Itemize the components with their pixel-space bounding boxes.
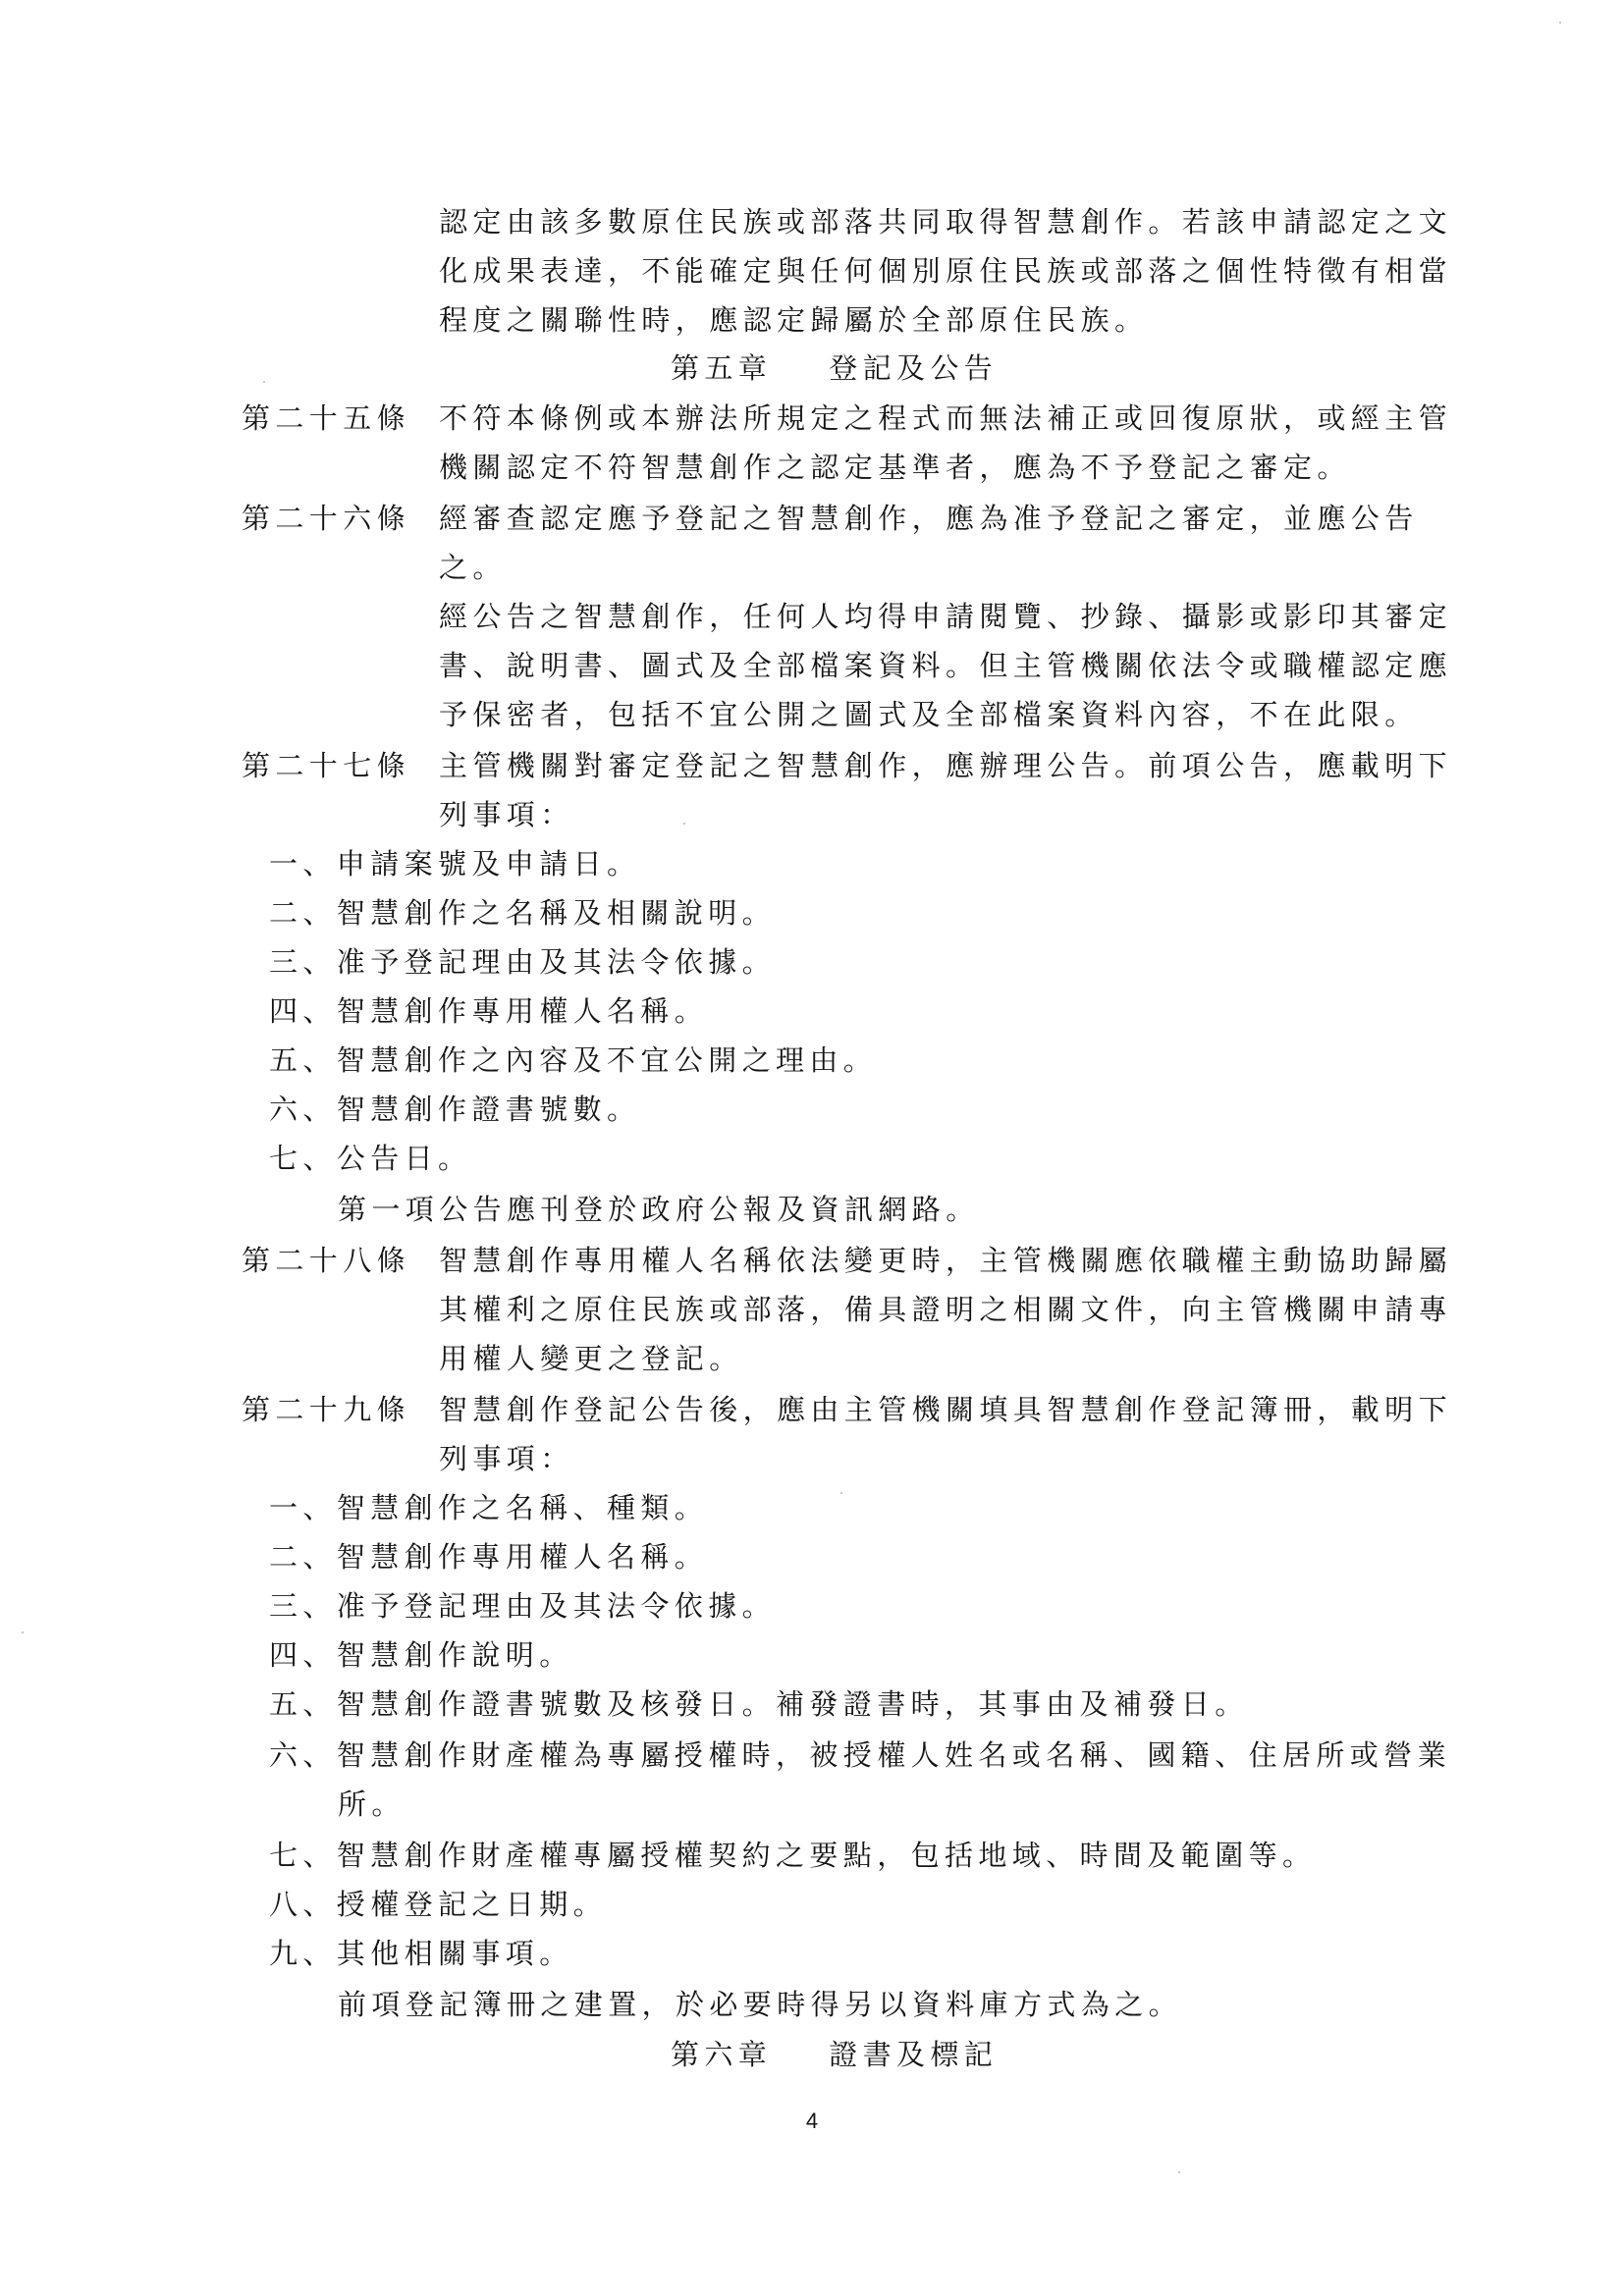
list-item: 八、授權登記之日期。 (269, 1888, 608, 1921)
article-label: 第二十七條 (242, 749, 411, 782)
article-text-line: 智慧創作登記公告後，應由主管機關填具智慧創作登記簿冊，載明下 (439, 1393, 1453, 1426)
list-item: 二、智慧創作之名稱及相關說明。 (269, 896, 777, 930)
article-text-line: 用權人變更之登記。 (439, 1342, 743, 1375)
list-item-continuation: 所。 (338, 1788, 406, 1821)
list-item: 二、智慧創作專用權人名稱。 (269, 1540, 709, 1574)
list-item: 七、公告日。 (269, 1142, 472, 1175)
article-text-line: 不符本條例或本辦法所規定之程式而無法補正或回復原狀，或經主管 (439, 401, 1453, 435)
list-item: 五、智慧創作證書號數及核發日。補發證書時，其事由及補發日。 (269, 1687, 1249, 1721)
list-item: 四、智慧創作說明。 (269, 1638, 573, 1672)
list-item: 五、智慧創作之內容及不宜公開之理由。 (269, 1043, 878, 1077)
list-item: 六、智慧創作財產權為專屬授權時，被授權人姓名或名稱、國籍、住居所或營業 (269, 1738, 1452, 1772)
chapter-heading (671, 348, 998, 388)
article-text-line: 經公告之智慧創作，任何人均得申請閱覽、抄錄、攝影或影印其審定 (439, 600, 1453, 633)
list-item: 九、其他相關事項。 (269, 1937, 573, 1970)
article-text-line: 列事項： (439, 1442, 574, 1475)
list-item: 三、准予登記理由及其法令依據。 (269, 945, 777, 979)
article-closing-line: 第一項公告應刊登於政府公報及資訊網路。 (338, 1193, 980, 1226)
article-text-line: 主管機關對審定登記之智慧創作，應辦理公告。前項公告，應載明下 (439, 749, 1453, 782)
continuation-line: 認定由該多數原住民族或部落共同取得智慧創作。若該申請認定之文 (439, 205, 1453, 239)
article-label: 第二十八條 (242, 1244, 411, 1277)
article-label: 第二十九條 (242, 1393, 411, 1426)
chapter-heading (671, 2035, 998, 2074)
article-text-line: 其權利之原住民族或部落，備具證明之相關文件，向主管機關申請專 (439, 1293, 1453, 1326)
list-item: 四、智慧創作專用權人名稱。 (269, 994, 709, 1028)
article-label: 第二十五條 (242, 401, 411, 435)
chapter-number: 第六章 (671, 2038, 773, 2071)
chapter-title: 證書及標記 (829, 2038, 999, 2071)
article-text-line: 機關認定不符智慧創作之認定基準者，應為不予登記之審定。 (439, 451, 1351, 484)
scan-speck (1178, 2171, 1180, 2173)
list-item: 一、申請案號及申請日。 (269, 847, 641, 881)
continuation-line: 化成果表達，不能確定與任何個別原住民族或部落之個性特徵有相當 (439, 254, 1453, 288)
page-number: 4 (805, 2109, 819, 2133)
scan-speck (683, 823, 685, 825)
continuation-line: 程度之關聯性時，應認定歸屬於全部原住民族。 (439, 303, 1149, 337)
list-item: 三、准予登記理由及其法令依據。 (269, 1589, 777, 1623)
article-label: 第二十六條 (242, 502, 411, 535)
list-item: 六、智慧創作證書號數。 (269, 1093, 641, 1126)
article-closing-line: 前項登記簿冊之建置，於必要時得另以資料庫方式為之。 (338, 1988, 1183, 2021)
article-text-line: 書、說明書、圖式及全部檔案資料。但主管機關依法令或職權認定應 (439, 649, 1453, 682)
scan-speck (22, 1631, 24, 1633)
article-text-line: 予保密者，包括不宜公開之圖式及全部檔案資料內容，不在此限。 (439, 698, 1419, 731)
scan-speck (840, 1492, 842, 1494)
list-item: 一、智慧創作之名稱、種類。 (269, 1491, 709, 1524)
article-text-line: 智慧創作專用權人名稱依法變更時，主管機關應依職權主動協助歸屬 (439, 1244, 1453, 1277)
chapter-title: 登記及公告 (829, 351, 999, 385)
scan-speck (1559, 22, 1561, 24)
scan-speck (263, 381, 265, 383)
article-text-line: 列事項： (439, 798, 574, 831)
article-text-line: 經審查認定應予登記之智慧創作，應為准予登記之審定，並應公告 (439, 502, 1419, 535)
list-item: 七、智慧創作財產權專屬授權契約之要點，包括地域、時間及範圍等。 (269, 1839, 1317, 1872)
article-text-line: 之。 (439, 551, 507, 584)
chapter-number: 第五章 (671, 351, 773, 385)
